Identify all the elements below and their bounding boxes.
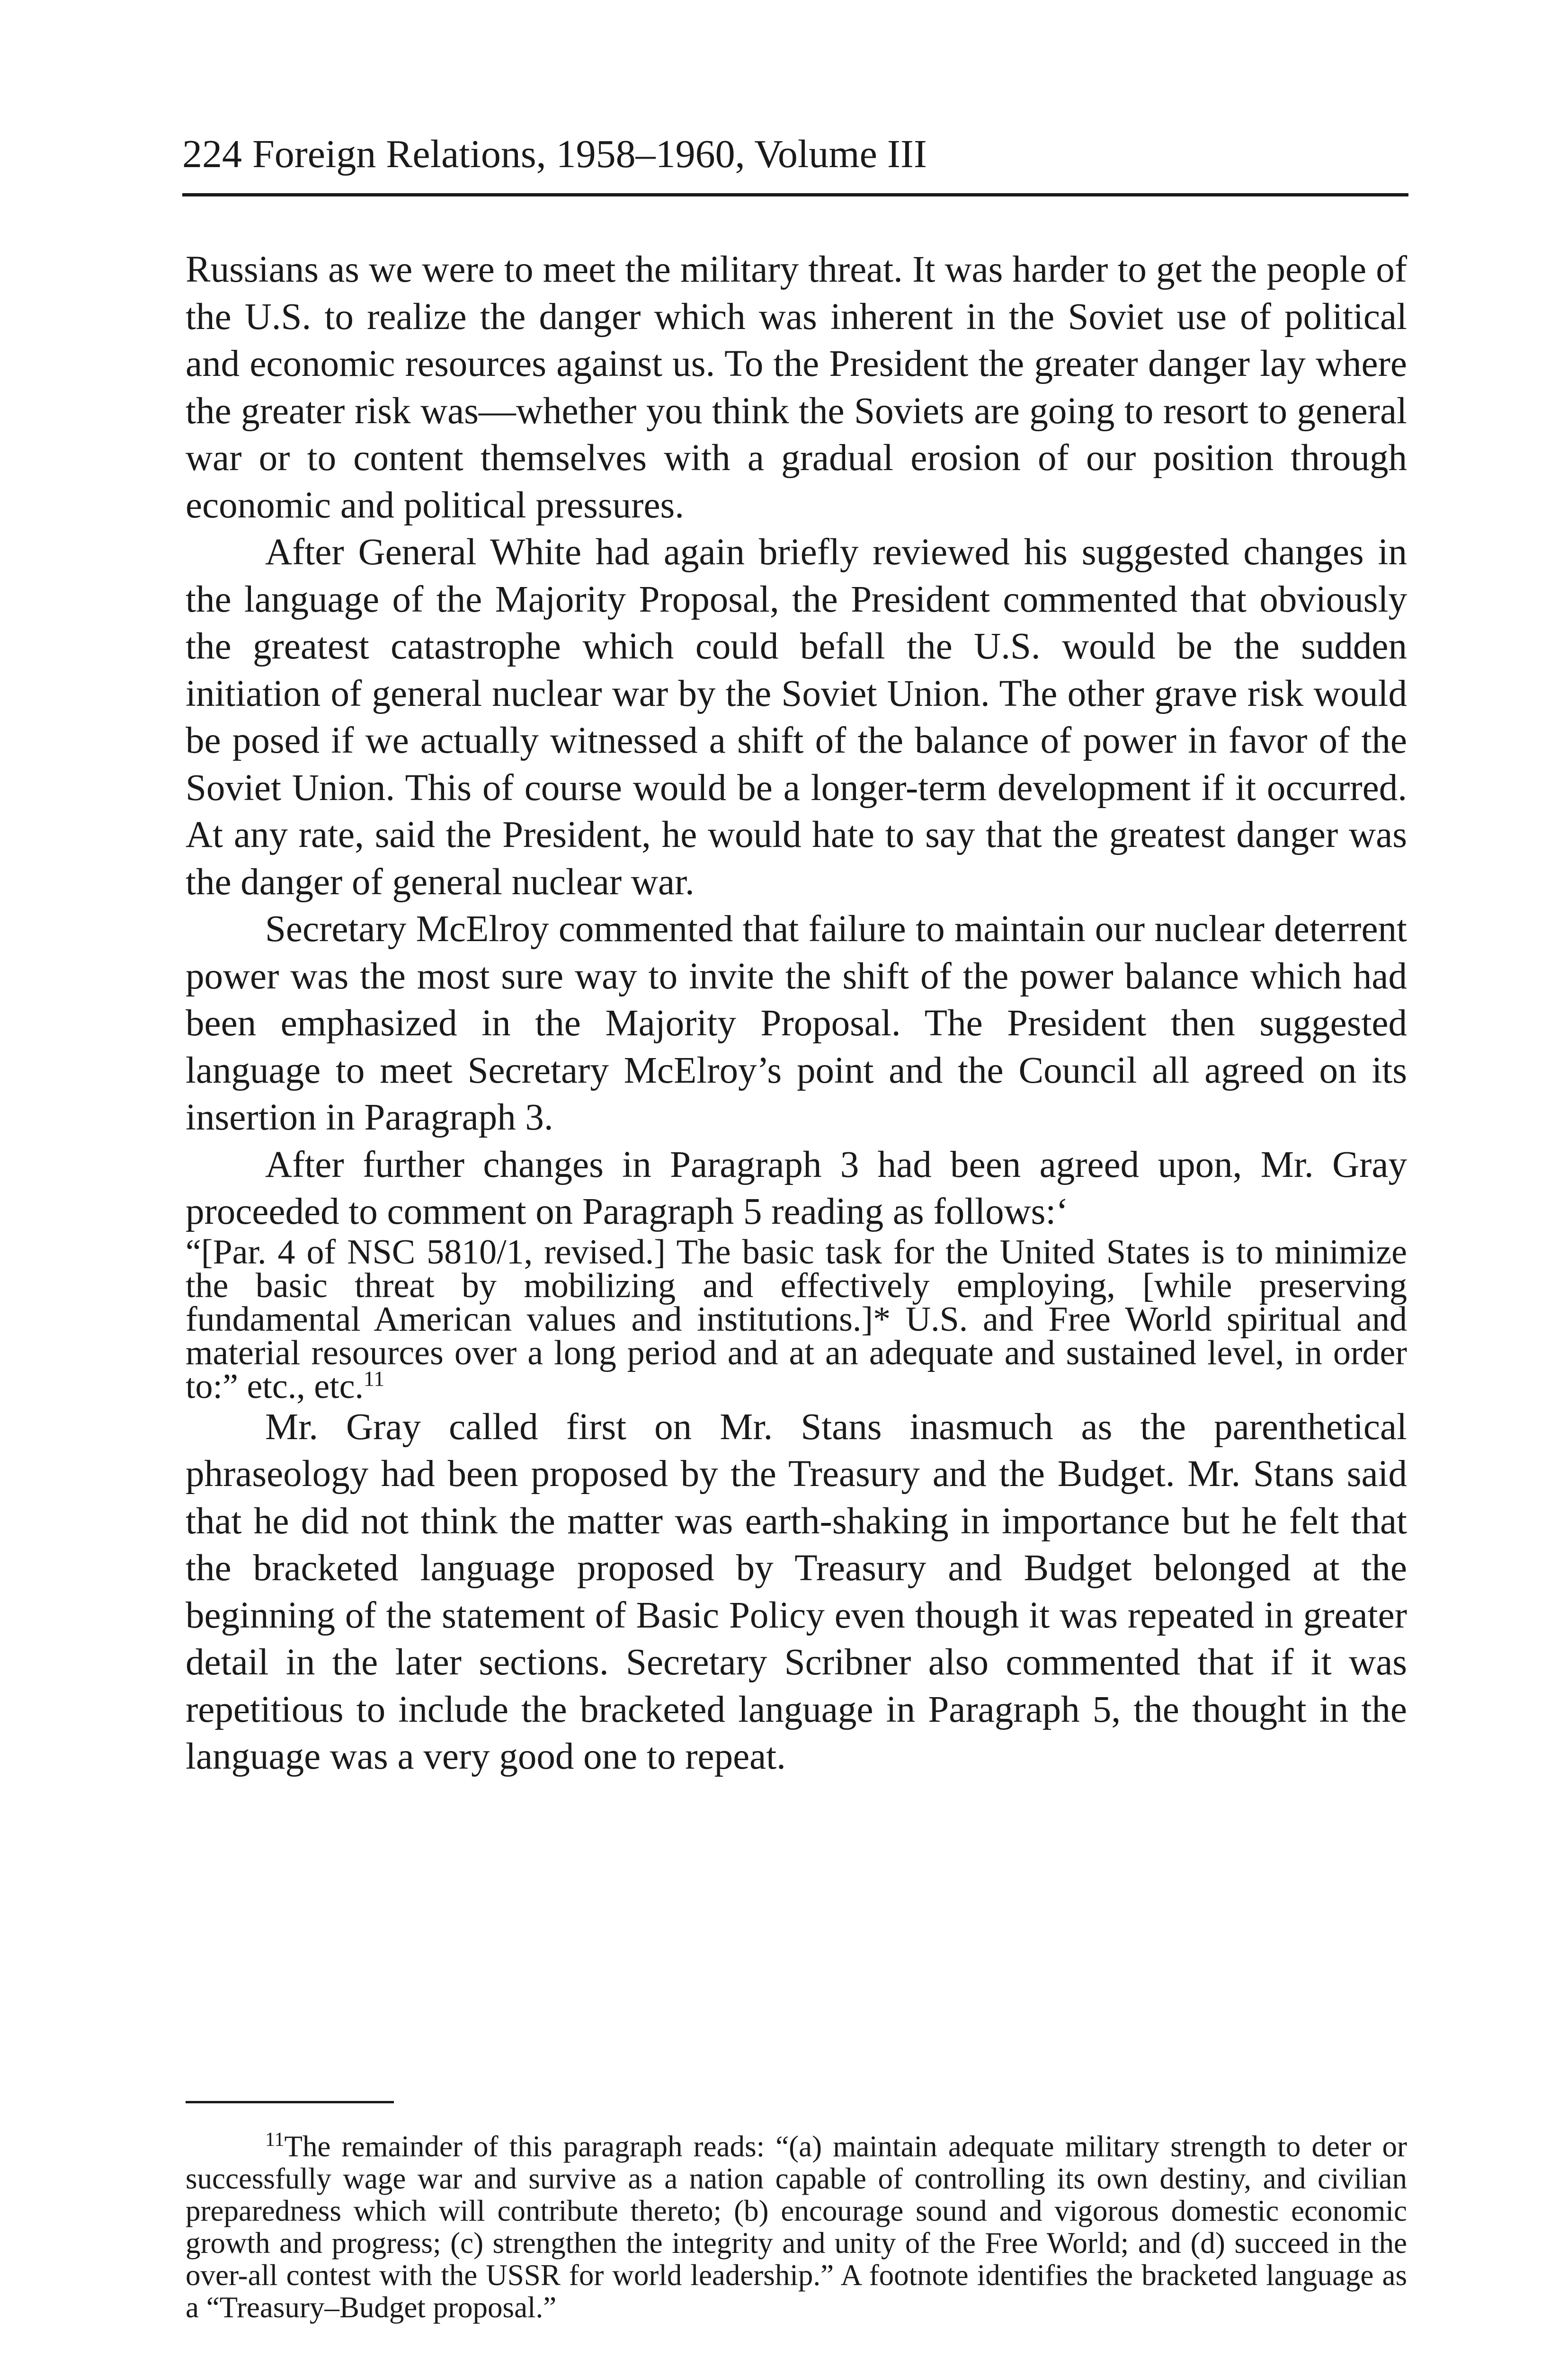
header-rule	[182, 193, 1408, 196]
paragraph-3: Secretary McElroy commented that failure to maintain our nuclear deterrent power was the most sure way to invite the shift of the power balance which had been emphasized in the Majority Proposal. The President then suggested language to meet Secretary McElroy’s point and the Council all agreed on its insertion in Paragraph 3.	[186, 908, 1407, 1138]
paragraph-4: After further changes in Paragraph 3 had been agreed upon, Mr. Gray proceeded to comment on Paragraph 5 reading as follows:‘	[186, 1144, 1407, 1232]
footnote-reference: 11	[363, 1366, 385, 1390]
page-number: 224	[182, 132, 242, 176]
footnote-number: 11	[265, 2129, 285, 2151]
footnote-text: The remainder of this paragraph reads: “(a) maintain adequate military strength to deter or successfully wage war and survive as a nation capable of controlling its own destiny, and civilian preparedness which will contribute thereto; (b) encourage sound and vigorous domestic economic growth and progress; (c) strengthen the integrity and unity of the Free World; and (d) succeed in the over-all contest with the USSR for world leadership.” A footnote identifies the bracketed language as a “Treasury–Budget proposal.”	[186, 2130, 1407, 2324]
footnote	[186, 2130, 1407, 2323]
paragraph-2: After General White had again briefly reviewed his suggested changes in the language of the Majority Proposal, the President commented that obviously the greatest catastrophe which could befall the U.S. would be the sudden initiation of general nuclear war by the Soviet Union. The other grave risk would be posed if we actually witnessed a shift of the balance of power in favor of the Soviet Union. This of course would be a longer-term development if it occurred. At any rate, said the President, he would hate to say that the greatest danger was the danger of general nuclear war.	[186, 532, 1407, 903]
running-title: Foreign Relations, 1958–1960, Volume III	[252, 132, 927, 176]
footnote-rule	[186, 2101, 394, 2103]
paragraph-5: Mr. Gray called first on Mr. Stans inasmuch as the parenthetical phraseology had been proposed by the Treasury and the Budget. Mr. Stans said that he did not think the matter was earth-shaking in importance but he felt that the bracketed language proposed by Treasury and Budget belonged at the beginning of the statement of Basic Policy even though it was repeated in greater detail in the later sections. Secretary Scribner also commented that if it was repetitious to include the bracketed language in Paragraph 5, the thought in the language was a very good one to repeat.	[186, 1406, 1407, 1777]
body-text	[186, 246, 1407, 1780]
block-quote-text: “[Par. 4 of NSC 5810/1, revised.] The basic task for the United States is to minimize the basic threat by mobilizing and effectively employing, [while preserving fundamental American values and institutions.]* U.S. and Free World spiritual and material resources over a long period and at an adequate and sustained level, in order to:” etc., etc.	[186, 1232, 1407, 1406]
block-quote	[186, 1232, 1407, 1406]
running-header	[182, 133, 1408, 176]
paragraph-1: Russians as we were to meet the military threat. It was harder to get the people of the U.S. to realize the danger which was inherent in the Soviet use of political and economic resources against us. To the President the greater danger lay where the greater risk was—whether you think the Soviets are going to resort to general war or to content themselves with a gradual erosion of our position through economic and political pressures.	[186, 249, 1407, 526]
